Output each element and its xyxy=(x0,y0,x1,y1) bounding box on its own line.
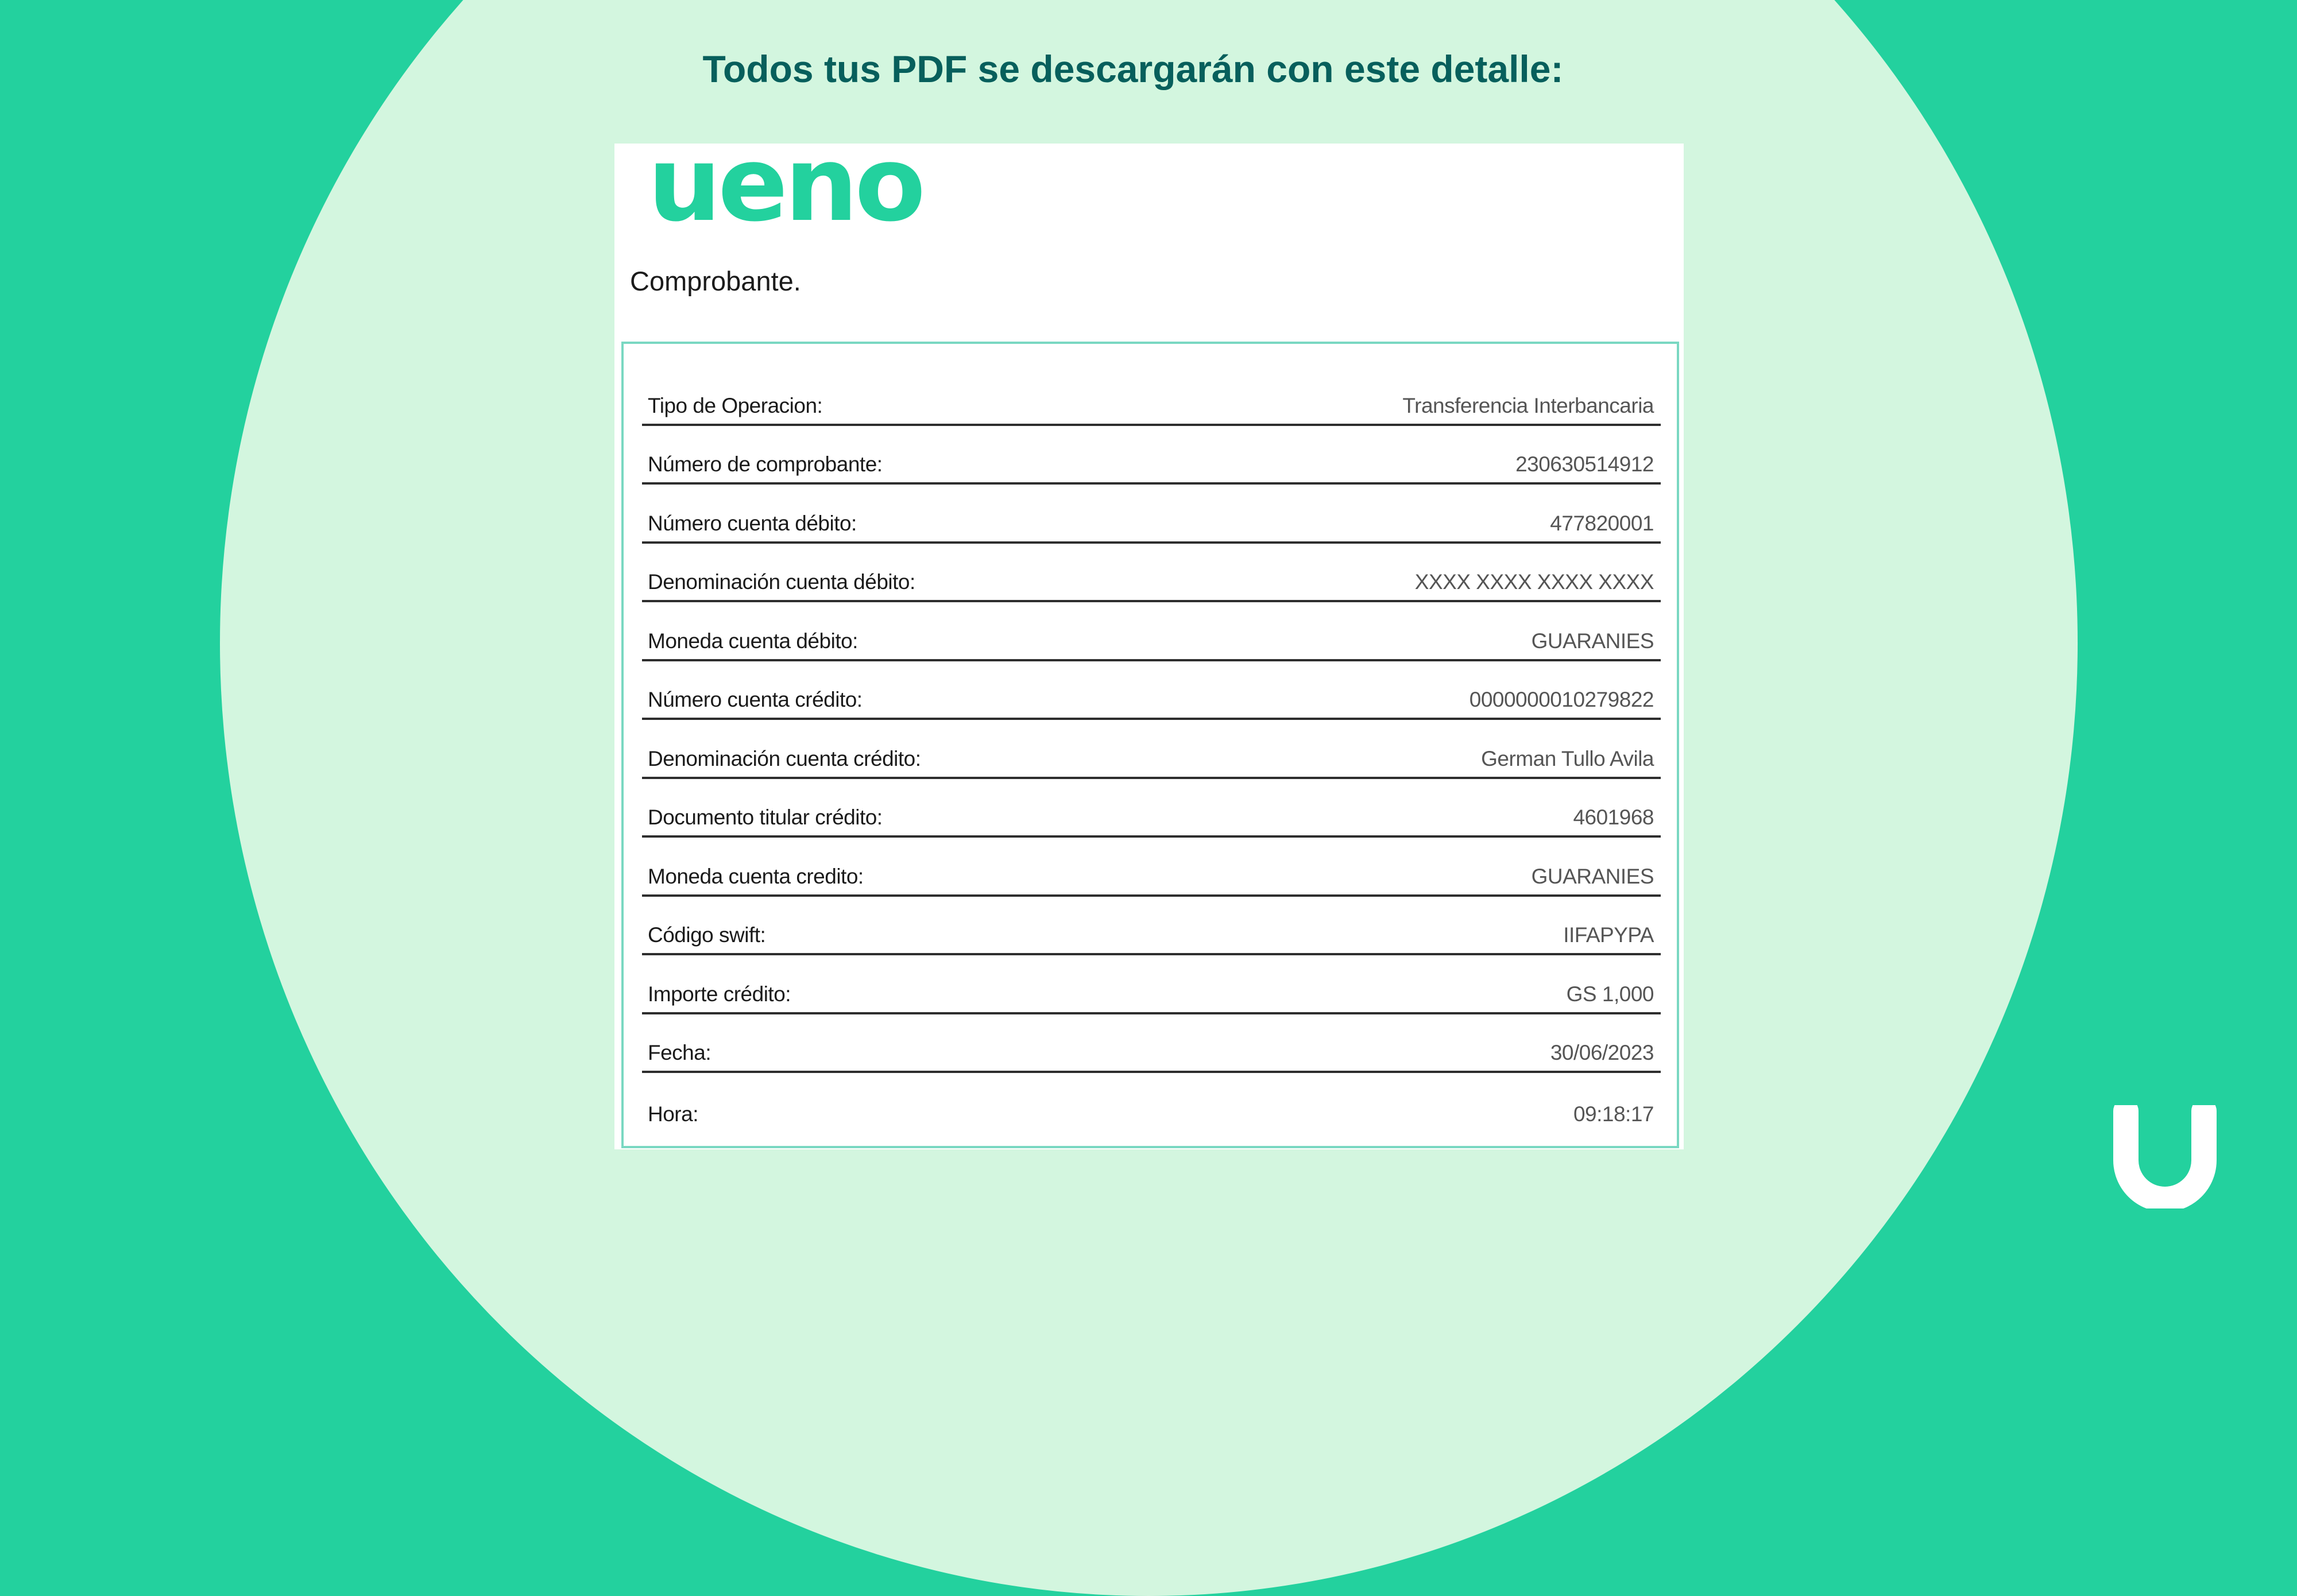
detail-row xyxy=(642,955,1661,1014)
detail-label: Moneda cuenta débito: xyxy=(648,629,858,653)
detail-label: Hora: xyxy=(648,1102,698,1126)
detail-label: Código swift: xyxy=(648,923,766,947)
detail-value: GS 1,000 xyxy=(1566,982,1654,1006)
detail-row xyxy=(642,897,1661,956)
detail-row xyxy=(642,426,1661,485)
detail-row xyxy=(642,367,1661,426)
headline: Todos tus PDF se descargarán con este detalle: xyxy=(702,48,1564,90)
detail-row xyxy=(642,1014,1661,1074)
detail-value: IIFAPYPA xyxy=(1563,923,1654,947)
detail-label: Número de comprobante: xyxy=(648,452,883,476)
detail-value: 09:18:17 xyxy=(1573,1102,1654,1126)
detail-row xyxy=(642,485,1661,544)
detail-value: Transferencia Interbancaria xyxy=(1402,393,1654,417)
detail-label: Número cuenta débito: xyxy=(648,511,857,535)
detail-row xyxy=(642,544,1661,603)
detail-label: Tipo de Operacion: xyxy=(648,393,823,417)
ueno-u-icon xyxy=(2113,1105,2217,1208)
detail-label: Número cuenta crédito: xyxy=(648,688,863,711)
detail-label: Fecha: xyxy=(648,1041,711,1064)
detail-row xyxy=(642,779,1661,838)
detail-rows xyxy=(642,367,1661,1132)
detail-label: Denominación cuenta débito: xyxy=(648,570,915,594)
detail-label: Importe crédito: xyxy=(648,982,791,1006)
detail-row xyxy=(642,1073,1661,1132)
detail-value: German Tullo Avila xyxy=(1481,746,1654,770)
svg-text:ueno: ueno xyxy=(648,146,923,233)
detail-value: 30/06/2023 xyxy=(1550,1041,1654,1064)
detail-value: GUARANIES xyxy=(1531,864,1654,888)
document-title: Comprobante. xyxy=(630,266,801,296)
detail-row xyxy=(642,602,1661,661)
detail-value: 477820001 xyxy=(1550,511,1654,535)
detail-value: 230630514912 xyxy=(1515,452,1654,476)
detail-value: 4601968 xyxy=(1573,805,1654,829)
detail-label: Moneda cuenta credito: xyxy=(648,864,864,888)
detail-label: Documento titular crédito: xyxy=(648,805,883,829)
detail-value: GUARANIES xyxy=(1531,629,1654,653)
detail-row xyxy=(642,720,1661,779)
receipt-document xyxy=(614,144,1684,1149)
ueno-logo xyxy=(648,146,958,233)
detail-box xyxy=(621,342,1679,1148)
detail-row xyxy=(642,661,1661,720)
detail-value: XXXX XXXX XXXX XXXX xyxy=(1414,570,1654,594)
detail-row xyxy=(642,838,1661,897)
detail-value: 0000000010279822 xyxy=(1469,688,1654,711)
detail-label: Denominación cuenta crédito: xyxy=(648,746,921,770)
